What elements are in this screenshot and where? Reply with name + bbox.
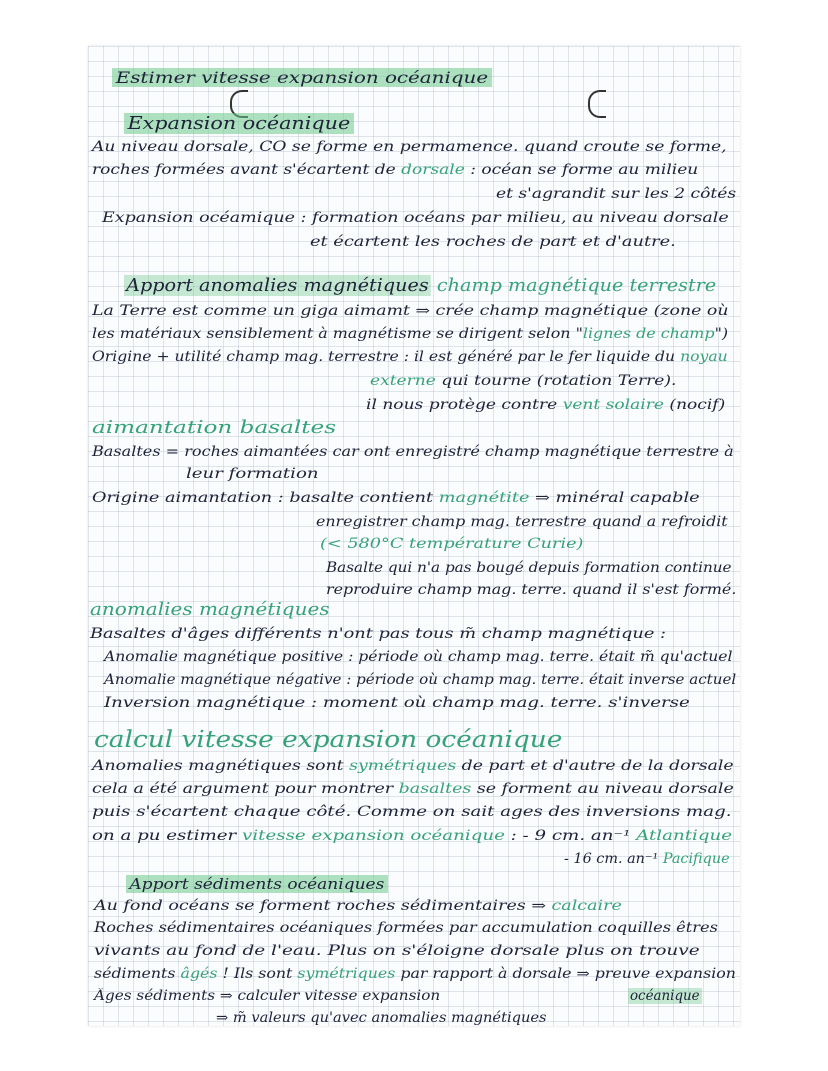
text-line: Anomalies magnétiques sont symétriques de part et d'autre de la dorsale <box>92 758 734 774</box>
text-line: leur formation <box>186 466 319 482</box>
text-line: Roches sédimentaires océaniques formées par accumulation coquilles êtres <box>94 920 718 936</box>
text-line: les matériaux sensiblement à magnétisme se dirigent selon "lignes de champ") <box>92 326 729 342</box>
section-heading-anomalies: anomalies magnétiques <box>90 599 330 620</box>
text-line: on a pu estimer vitesse expansion océanique : - 9 cm. an⁻¹ Atlantique <box>92 828 732 844</box>
text-line: Au niveau dorsale, CO se forme en permamence. quand croute se forme, <box>92 139 727 155</box>
text-line: Anomalie magnétique négative : période où champ mag. terre. était inverse actuel <box>104 672 737 688</box>
text-line: Âges sédiments ⇒ calculer vitesse expansion <box>94 988 441 1004</box>
text-line: vivants au fond de l'eau. Plus on s'éloigne dorsale plus on trouve <box>94 943 700 959</box>
page-title: Estimer vitesse expansion océanique <box>112 68 492 88</box>
section-heading-expansion: Expansion océanique <box>124 114 354 134</box>
section-heading-calcul: calcul vitesse expansion océanique <box>94 727 563 753</box>
text-line: reproduire champ mag. terre. quand il s'est formé. <box>326 582 737 598</box>
text-line: et écartent les roches de part et d'autre. <box>310 234 676 250</box>
text-line: Origine aimantation : basalte contient magnétite ⇒ minéral capable <box>92 490 700 506</box>
text-line: cela a été argument pour montrer basaltes se forment au niveau dorsale <box>92 781 734 797</box>
text-line: Expansion océamique : formation océans par milieu, au niveau dorsale <box>102 210 729 226</box>
text-line: - 16 cm. an⁻¹ Pacifique <box>564 851 730 867</box>
section-heading-aimantation: aimantation basaltes <box>92 417 337 438</box>
text-line: Anomalie magnétique positive : période où champ mag. terre. était m̃ qu'actuel <box>104 649 733 665</box>
text-line: Basalte qui n'a pas bougé depuis formation continue <box>326 560 732 576</box>
text-line: sédiments âgés ! Ils sont symétriques par rapport à dorsale ⇒ preuve expansion <box>94 966 736 982</box>
text-line: Basaltes = roches aimantées car ont enregistré champ magnétique terrestre à <box>92 444 734 460</box>
text-line: ⇒ m̃ valeurs qu'avec anomalies magnétiques <box>216 1010 547 1026</box>
text-line: Inversion magnétique : moment où champ mag. terre. s'inverse <box>104 695 690 711</box>
text-line: puis s'écartent chaque côté. Comme on sait ages des inversions mag. <box>92 804 732 820</box>
text-line: enregistrer champ mag. terrestre quand a refroidit <box>316 514 728 530</box>
section-heading-sediments: Apport sédiments océaniques <box>126 874 388 894</box>
text-line: il nous protège contre vent solaire (nocif) <box>366 397 726 413</box>
binder-ring <box>588 90 606 118</box>
text-line: Basaltes d'âges différents n'ont pas tous m̃ champ magnétique : <box>90 626 666 642</box>
text-line: externe qui tourne (rotation Terre). <box>370 373 677 389</box>
text-line: océanique <box>629 988 700 1004</box>
section-heading-magnetic: Apport anomalies magnétiques champ magnétique terrestre <box>124 276 716 296</box>
notebook-page <box>88 46 740 1026</box>
text-line: et s'agrandit sur les 2 côtés <box>496 186 737 202</box>
text-line: La Terre est comme un giga aimamt ⇒ crée champ magnétique (zone où <box>92 303 729 319</box>
text-line: roches formées avant s'écartent de dorsale : océan se forme au milieu <box>92 162 699 178</box>
text-line: (< 580°C température Curie) <box>320 536 584 552</box>
text-line: Origine + utilité champ mag. terrestre : il est généré par le fer liquide du noyau <box>92 349 728 365</box>
text-line: Au fond océans se forment roches sédimentaires ⇒ calcaire <box>94 898 622 914</box>
